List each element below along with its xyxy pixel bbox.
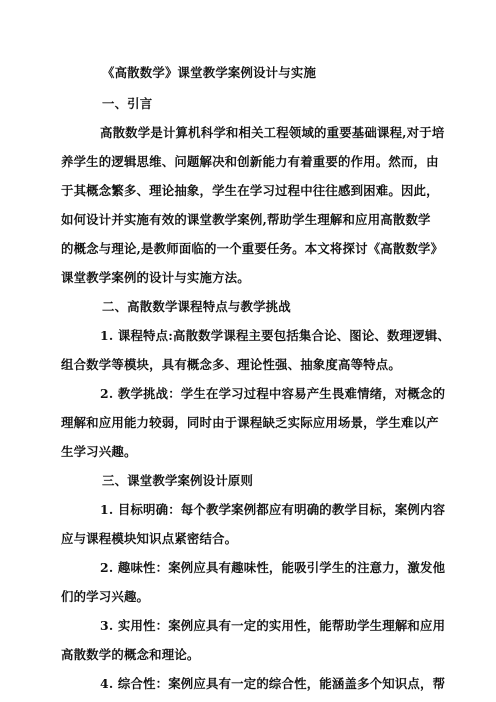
list-item-line: 1. 课程特点:高散数学课程主要包括集合论、图论、数理逻辑、 — [100, 328, 450, 343]
paragraph-line: 如何设计并实施有效的课堂教学案例,帮助学生理解和应用高散数学 — [61, 212, 431, 227]
paragraph-line: 于其概念繁多、理论抽象，学生在学习过程中往往感到困难。因此， — [61, 183, 439, 198]
document-title: 《高散数学》课堂教学案例设计与实施 — [102, 65, 317, 80]
list-item-line: 们的学习兴趣。 — [61, 589, 150, 604]
list-item-line: 生学习兴趣。 — [61, 444, 137, 459]
paragraph-line: 课堂教学案例的设计与实施方法。 — [61, 270, 250, 285]
list-item-line: 高散数学的概念和理论。 — [61, 647, 200, 662]
paragraph-line: 养学生的逻辑思维、问题解决和创新能力有着重要的作用。然而，由 — [61, 154, 439, 169]
paragraph-line: 高散数学是计算机科学和相关工程领域的重要基础课程,对于培 — [100, 125, 445, 140]
section-heading-features: 二、高散数学课程特点与教学挑战 — [102, 299, 291, 314]
list-item-line: 4. 综合性：案例应具有一定的综合性，能涵盖多个知识点，帮 — [100, 676, 446, 691]
list-item-line: 应与课程模块知识点紧密结合。 — [61, 531, 238, 546]
list-item-line: 2. 趣味性：案例应具有趣味性，能吸引学生的注意力，激发他 — [100, 560, 446, 575]
list-item-line: 组合数学等模块，具有概念多、理论性强、抽象度高等特点。 — [61, 357, 401, 372]
list-item-line: 2. 教学挑战：学生在学习过程中容易产生畏难情绪，对概念的 — [100, 386, 446, 401]
list-item-line: 3. 实用性：案例应具有一定的实用性，能帮助学生理解和应用 — [100, 618, 446, 633]
paragraph-line: 的概念与理论,是教师面临的一个重要任务。本文将探讨《高散数学》 — [61, 241, 444, 256]
section-heading-intro: 一、引言 — [102, 96, 153, 111]
list-item-line: 理解和应用能力较弱，同时由于课程缺乏实际应用场景，学生难以产 — [61, 415, 439, 430]
section-heading-principles: 三、课堂教学案例设计原则 — [102, 473, 254, 488]
list-item-line: 1. 目标明确：每个教学案例都应有明确的教学目标，案例内容 — [100, 502, 446, 517]
